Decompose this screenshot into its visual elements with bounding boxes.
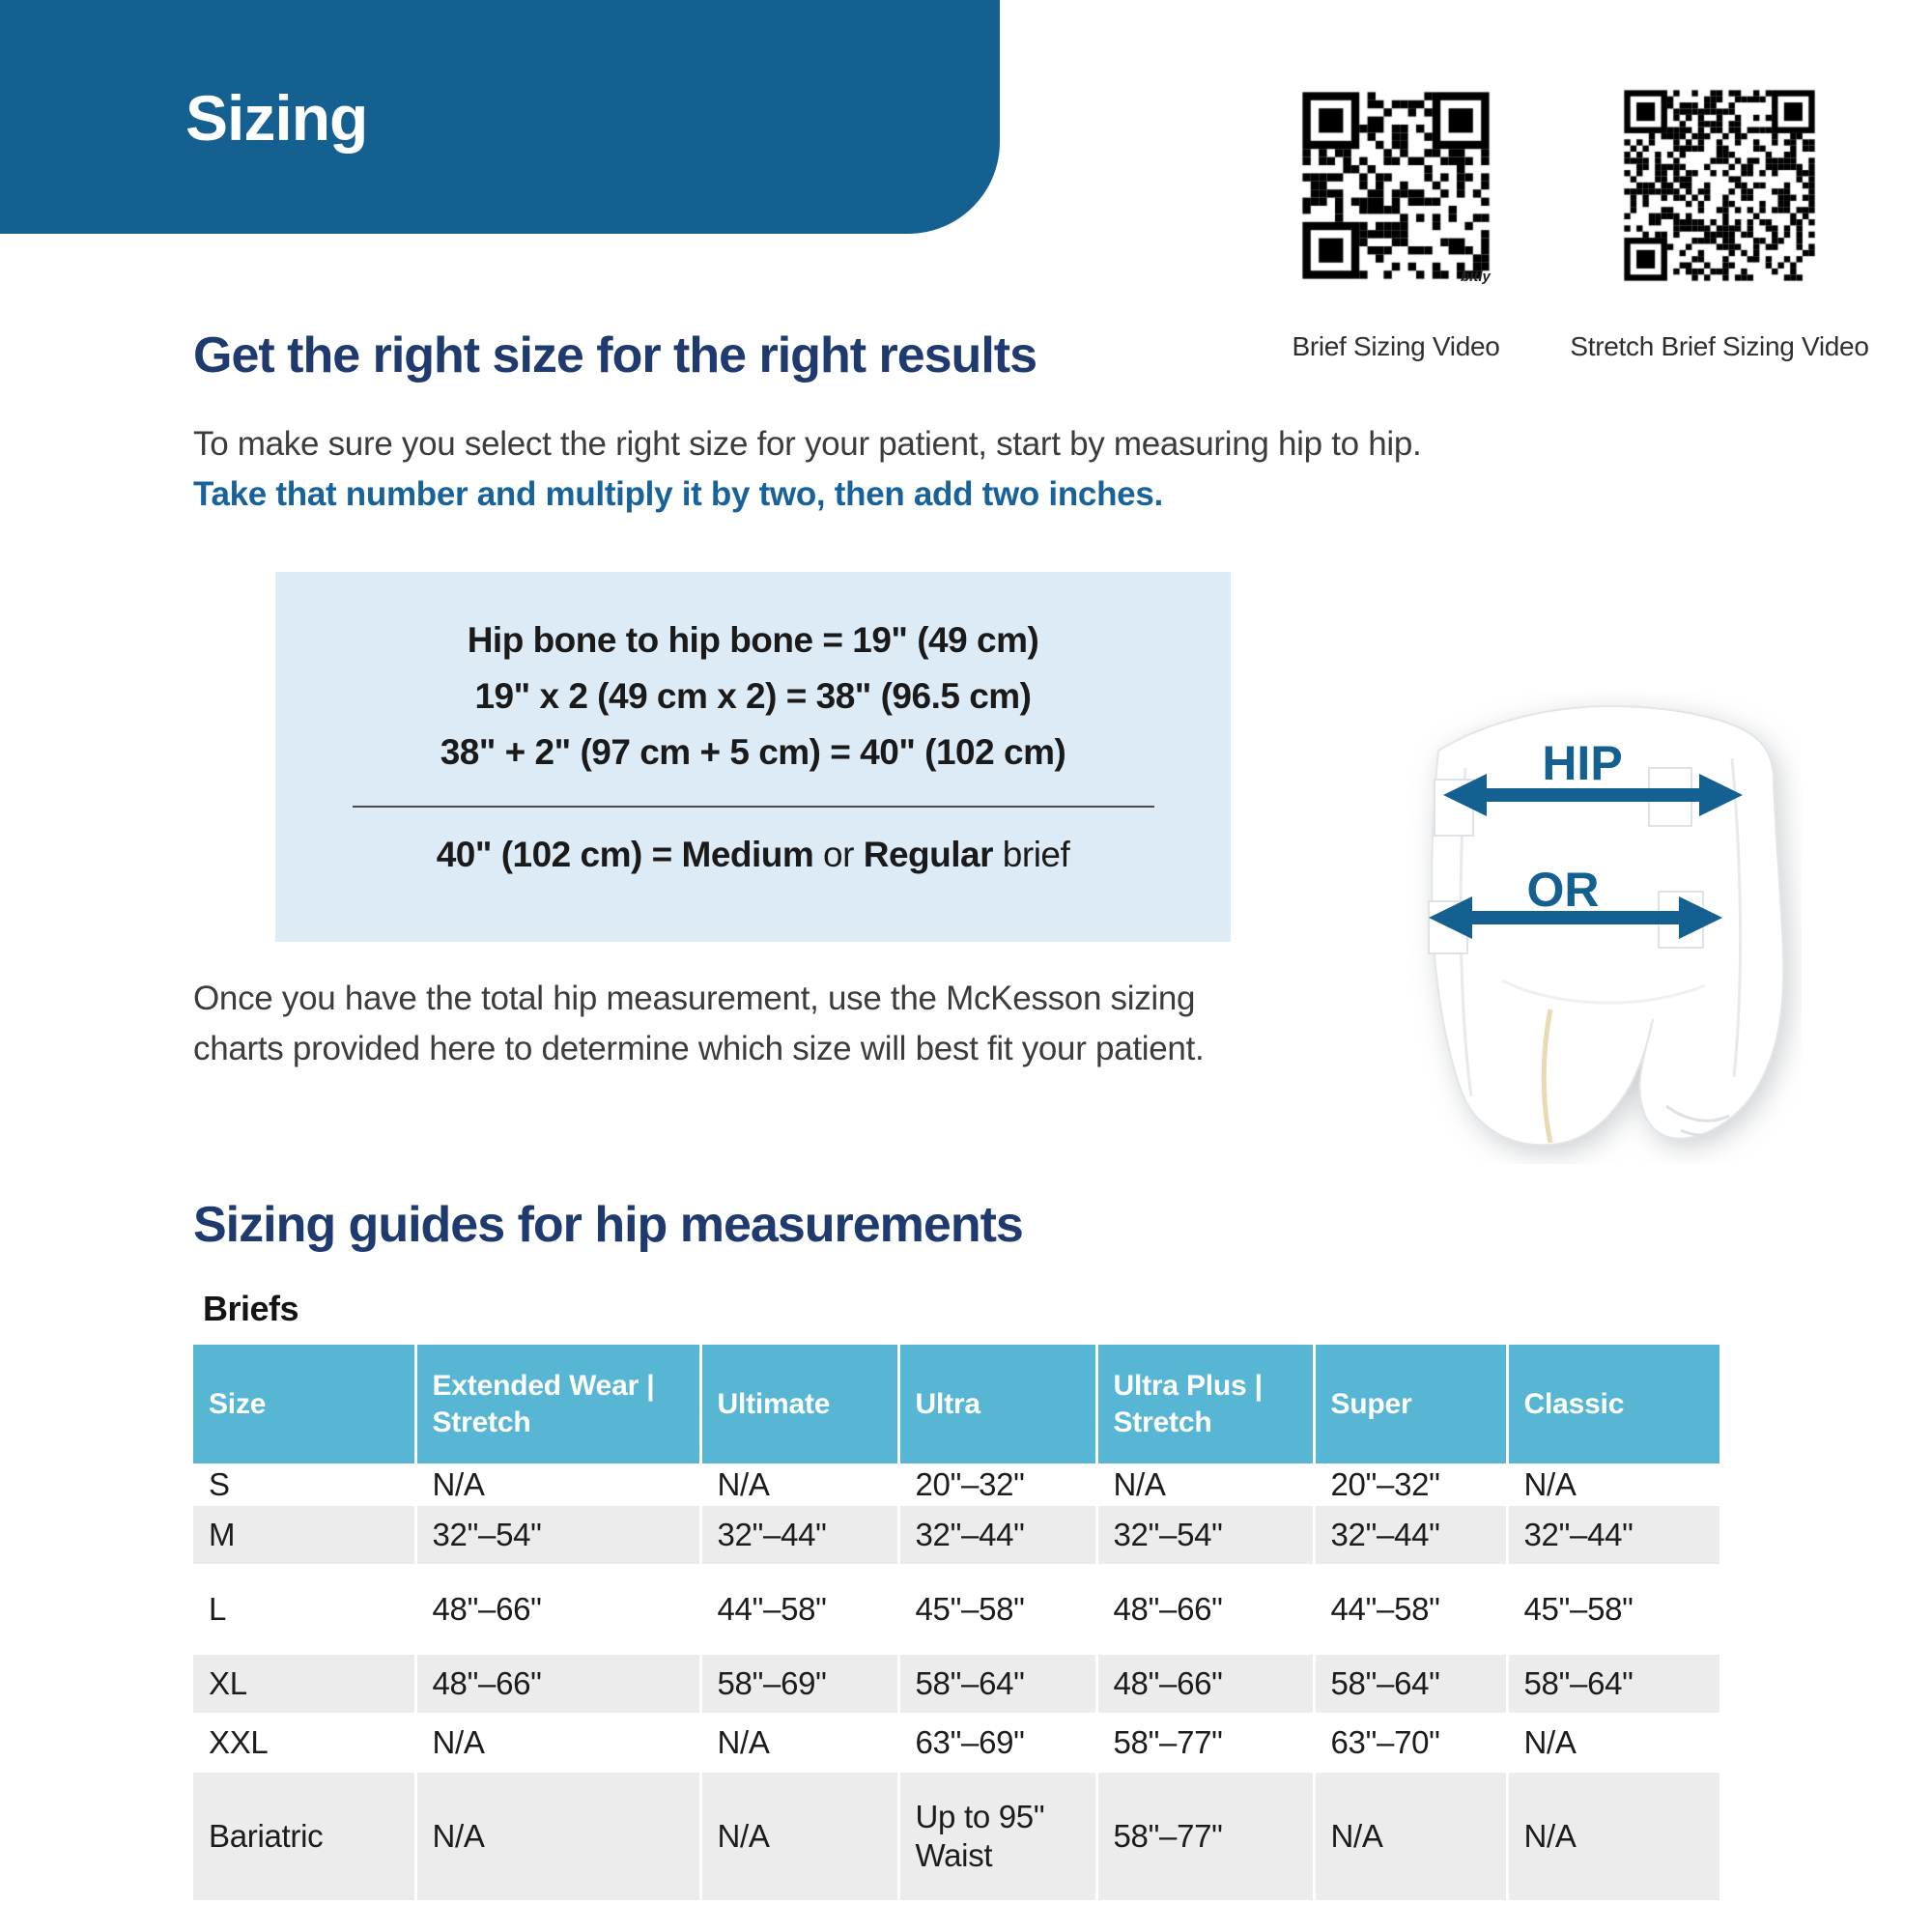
range-cell: 48"–66" bbox=[1096, 1564, 1314, 1655]
calc-result-regular: Regular bbox=[863, 835, 994, 874]
table-header-cell: Classic bbox=[1507, 1345, 1719, 1463]
qr-code-stretch-brief-sizing-image bbox=[1618, 84, 1821, 287]
table-row bbox=[193, 1773, 1719, 1900]
table-header-cell: Ultimate bbox=[700, 1345, 898, 1463]
outro-paragraph: Once you have the total hip measurement, use the McKesson sizing charts provided here to determine which size will best fit your patient. bbox=[193, 980, 1205, 1067]
table-row bbox=[193, 1713, 1719, 1773]
range-cell: 20"–32" bbox=[898, 1463, 1096, 1506]
range-cell: 45"–58" bbox=[1523, 1591, 1634, 1627]
table-header-cell: Ultra Plus | Stretch bbox=[1096, 1345, 1314, 1463]
range-cell: 44"–58" bbox=[1314, 1564, 1507, 1655]
intro-text-emphasis: Take that number and multiply it by two, then add two inches. bbox=[193, 475, 1163, 513]
range-cell: N/A bbox=[700, 1773, 898, 1900]
header-banner bbox=[0, 0, 1000, 234]
table-header-cell: Super bbox=[1314, 1345, 1507, 1463]
intro-heading: Get the right size for the right results bbox=[193, 327, 1037, 384]
range-cell: N/A bbox=[415, 1773, 700, 1900]
range-cell: 45"–58" bbox=[898, 1564, 1096, 1655]
range-cell: 58"–77" bbox=[1096, 1713, 1314, 1773]
range-cell: 32"–44" bbox=[1314, 1506, 1507, 1564]
calc-result-suffix: brief bbox=[993, 835, 1070, 874]
range-cell: 58"–69" bbox=[700, 1655, 898, 1713]
range-cell: N/A bbox=[1523, 1724, 1577, 1760]
range-cell: 58"–64" bbox=[1523, 1665, 1634, 1701]
range-cell: 58"–64" bbox=[1314, 1655, 1507, 1713]
calc-result bbox=[275, 831, 1231, 879]
size-cell: XXL bbox=[193, 1713, 415, 1773]
range-cell: 32"–44" bbox=[898, 1506, 1096, 1564]
range-cell: N/A bbox=[415, 1463, 700, 1506]
table-header-cell: Extended Wear | Stretch bbox=[415, 1345, 700, 1463]
calc-line-3: 38" + 2" (97 cm + 5 cm) = 40" (102 cm) bbox=[440, 732, 1066, 772]
brief-measurement-diagram bbox=[1406, 691, 1802, 1164]
table-row bbox=[193, 1655, 1719, 1713]
calc-line-2: 19" x 2 (49 cm x 2) = 38" (96.5 cm) bbox=[474, 676, 1032, 716]
calc-line-1: Hip bone to hip bone = 19" (49 cm) bbox=[467, 620, 1039, 660]
briefs-sizing-table bbox=[193, 1345, 1719, 1900]
guide-heading: Sizing guides for hip measurements bbox=[193, 1197, 1023, 1253]
size-cell: M bbox=[193, 1506, 415, 1564]
range-cell: N/A bbox=[1314, 1773, 1507, 1900]
table-header-cell: Ultra bbox=[898, 1345, 1096, 1463]
qr-code-brief-sizing-image bbox=[1294, 84, 1497, 287]
table-title: Briefs bbox=[203, 1289, 299, 1328]
intro-paragraph bbox=[193, 419, 1430, 520]
range-cell: N/A bbox=[1523, 1818, 1577, 1854]
range-cell: N/A bbox=[415, 1713, 700, 1773]
table-row bbox=[193, 1506, 1719, 1564]
range-cell: 32"–54" bbox=[415, 1506, 700, 1564]
table-header-row bbox=[193, 1345, 1719, 1463]
range-cell: 48"–66" bbox=[415, 1564, 700, 1655]
table-row bbox=[193, 1463, 1719, 1506]
size-cell: S bbox=[193, 1463, 415, 1506]
bitly-logo: bitly bbox=[1461, 269, 1491, 285]
range-cell: 32"–54" bbox=[1096, 1506, 1314, 1564]
range-cell: 58"–77" bbox=[1096, 1773, 1314, 1900]
or-label: OR bbox=[1526, 863, 1600, 917]
page-title: Sizing bbox=[185, 82, 368, 154]
range-cell: 63"–69" bbox=[898, 1713, 1096, 1773]
size-cell: XL bbox=[193, 1655, 415, 1713]
brief-illustration bbox=[1406, 691, 1802, 1164]
range-cell: 48"–66" bbox=[415, 1655, 700, 1713]
range-cell: N/A bbox=[1096, 1463, 1314, 1506]
calc-result-medium: Medium bbox=[681, 835, 814, 874]
range-cell: N/A bbox=[700, 1713, 898, 1773]
size-cell: Bariatric bbox=[193, 1773, 415, 1900]
range-cell: 32"–44" bbox=[700, 1506, 898, 1564]
range-cell: 20"–32" bbox=[1314, 1463, 1507, 1506]
qr-label-stretch-brief-sizing: Stretch Brief Sizing Video bbox=[1570, 331, 1869, 361]
qr-label-brief-sizing: Brief Sizing Video bbox=[1292, 331, 1500, 361]
qr-code-brief-sizing bbox=[1294, 84, 1497, 287]
range-cell: Up to 95" Waist bbox=[898, 1773, 1096, 1900]
range-cell: 32"–44" bbox=[1523, 1517, 1634, 1552]
range-cell: 48"–66" bbox=[1096, 1655, 1314, 1713]
range-cell: 58"–64" bbox=[898, 1655, 1096, 1713]
hip-label: HIP bbox=[1542, 736, 1623, 790]
range-cell: N/A bbox=[1523, 1466, 1577, 1502]
range-cell: 63"–70" bbox=[1314, 1713, 1507, 1773]
table-row bbox=[193, 1564, 1719, 1655]
range-cell: 44"–58" bbox=[700, 1564, 898, 1655]
intro-text-regular: To make sure you select the right size for your patient, start by measuring hip to hip. bbox=[193, 425, 1422, 463]
calculation-box bbox=[275, 572, 1231, 942]
table-header-cell: Size bbox=[193, 1345, 415, 1463]
size-cell: L bbox=[193, 1564, 415, 1655]
range-cell: N/A bbox=[700, 1463, 898, 1506]
calc-result-or: or bbox=[813, 835, 864, 874]
calc-result-prefix: 40" (102 cm) = bbox=[436, 835, 682, 874]
qr-code-stretch-brief-sizing bbox=[1618, 84, 1821, 287]
calc-divider bbox=[353, 806, 1154, 808]
